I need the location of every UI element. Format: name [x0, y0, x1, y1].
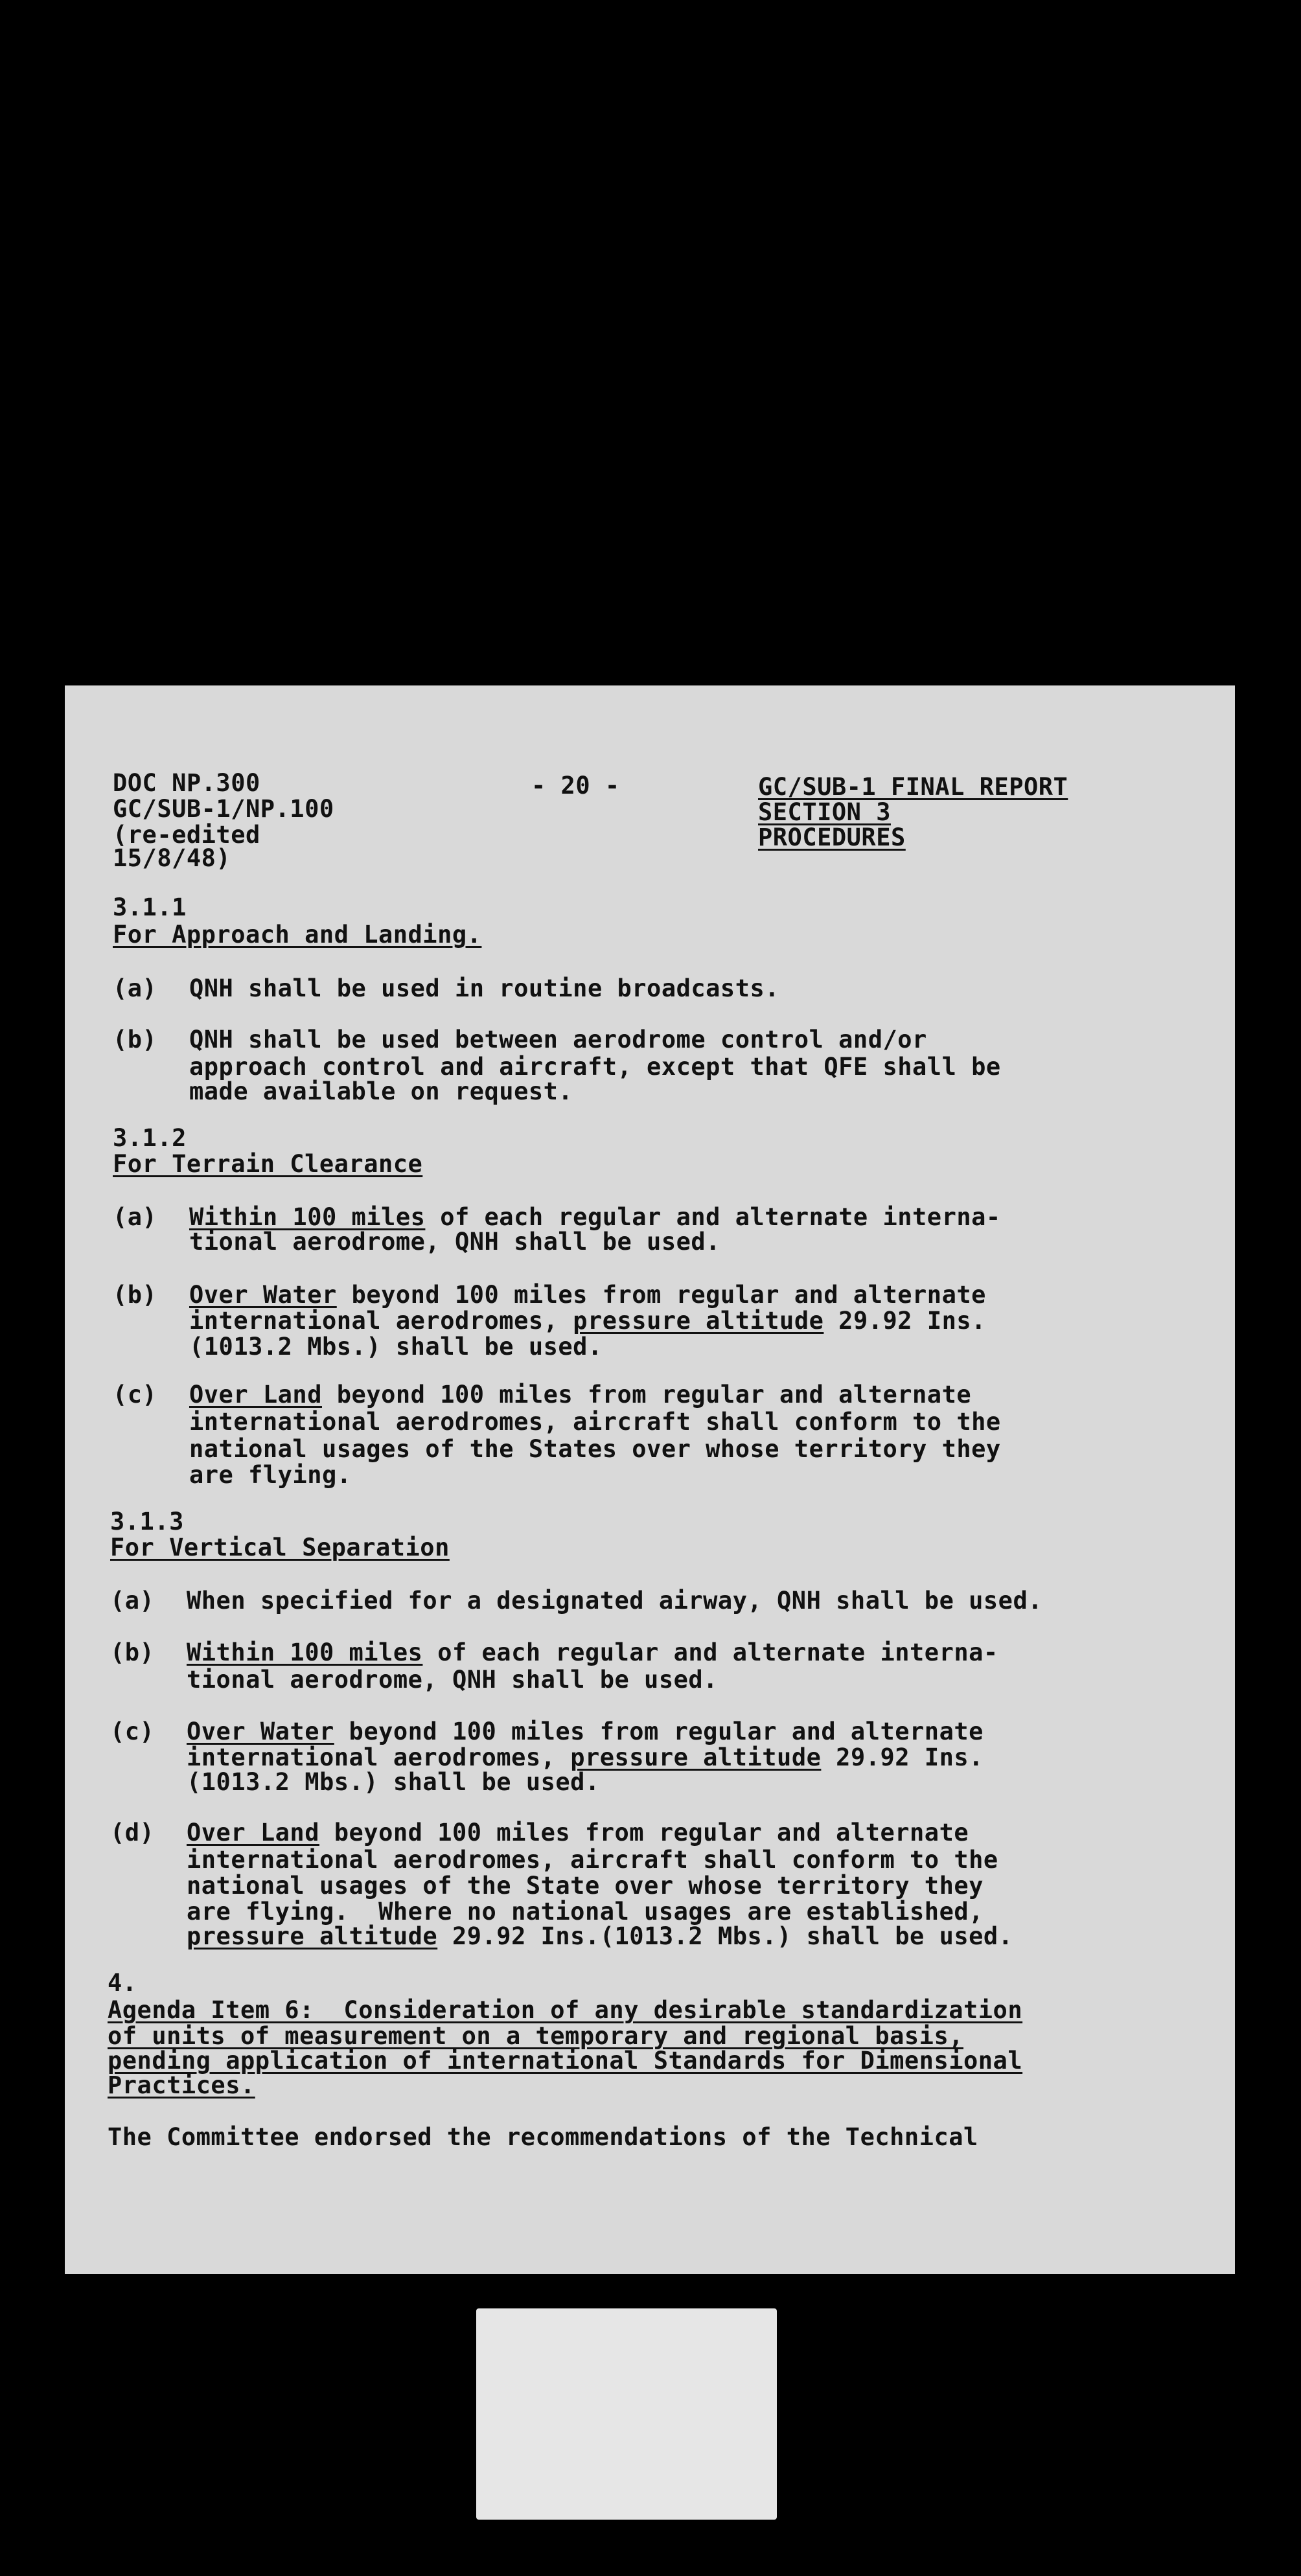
item-label: (a) — [113, 974, 157, 1002]
agenda-item-heading: pending application of international Standards for Dimensional — [108, 2047, 1023, 2075]
text-line: national usages of the States over whose territory they — [189, 1435, 1001, 1463]
text-line: international aerodromes, aircraft shall conform to the — [189, 1408, 1001, 1436]
paper-slip — [476, 2308, 777, 2520]
list-item: (b) Over Water beyond 100 miles from regular and alternate — [113, 1281, 986, 1309]
text-line: international aerodromes, pressure altitude 29.92 Ins. — [187, 1743, 984, 1771]
agenda-item-heading: of units of measurement on a temporary and regional basis, — [108, 2022, 964, 2050]
agenda-item-heading: Agenda Item 6: Consideration of any desirable standardization — [108, 1996, 1023, 2024]
text-line: are flying. — [189, 1461, 352, 1489]
doc-ref-line-4: 15/8/48) — [113, 844, 231, 872]
list-item: (c) Over Land beyond 100 miles from regular and alternate — [113, 1381, 972, 1409]
item-label: (c) — [110, 1718, 155, 1745]
section-heading: For Vertical Separation — [110, 1534, 450, 1561]
text-line: (1013.2 Mbs.) shall be used. — [187, 1768, 600, 1796]
list-item: (a) Within 100 miles of each regular and alternate interna- — [113, 1203, 1001, 1231]
procedures-label: PROCEDURES — [758, 823, 906, 851]
item-label: (b) — [113, 1281, 157, 1309]
section-heading: For Terrain Clearance — [113, 1150, 423, 1178]
doc-ref-line-1: DOC NP.300 — [113, 769, 260, 797]
text-line: are flying. Where no national usages are established, — [187, 1898, 984, 1926]
section-number: 3.1.3 — [110, 1508, 184, 1535]
text-line: pressure altitude 29.92 Ins.(1013.2 Mbs.) shall be used. — [187, 1922, 1013, 1950]
item-label: (b) — [113, 1026, 157, 1053]
page-number: - 20 - — [531, 772, 620, 799]
agenda-item-heading: Practices. — [108, 2071, 255, 2099]
list-item: (c) Over Water beyond 100 miles from regular and alternate — [110, 1718, 984, 1745]
text-line: tional aerodrome, QNH shall be used. — [187, 1666, 718, 1694]
list-item: (a) When specified for a designated airway, QNH shall be used. — [110, 1587, 1043, 1615]
text-line: (1013.2 Mbs.) shall be used. — [189, 1333, 603, 1361]
item-label: (a) — [110, 1587, 155, 1615]
list-item: (b) Within 100 miles of each regular and alternate interna- — [110, 1639, 998, 1666]
report-title: GC/SUB-1 FINAL REPORT — [758, 773, 1068, 801]
text-line: international aerodromes, pressure altitude 29.92 Ins. — [189, 1307, 986, 1335]
text-line: approach control and aircraft, except that QFE shall be — [189, 1053, 1001, 1081]
section-number: 3.1.1 — [113, 893, 187, 921]
section-number: 3.1.2 — [113, 1124, 187, 1152]
item-label: (d) — [110, 1819, 155, 1846]
text-line: tional aerodrome, QNH shall be used. — [189, 1228, 720, 1256]
item-label: (a) — [113, 1203, 157, 1231]
item-label: (b) — [110, 1639, 155, 1666]
text-line: made available on request. — [189, 1077, 573, 1105]
text-line: international aerodromes, aircraft shall conform to the — [187, 1846, 998, 1874]
doc-ref-line-2: GC/SUB-1/NP.100 — [113, 795, 334, 823]
list-item: (a) QNH shall be used in routine broadcasts. — [113, 974, 780, 1002]
section-heading: For Approach and Landing. — [113, 921, 482, 949]
doc-ref-line-3: (re-edited — [113, 821, 260, 849]
section-label: SECTION 3 — [758, 798, 891, 826]
list-item: (d) Over Land beyond 100 miles from regular and alternate — [110, 1819, 969, 1846]
list-item: (b) QNH shall be used between aerodrome control and/or — [113, 1026, 927, 1053]
text-line: national usages of the State over whose territory they — [187, 1872, 984, 1900]
paragraph: The Committee endorsed the recommendations of the Technical — [108, 2123, 978, 2151]
section-number: 4. — [108, 1969, 137, 1997]
item-label: (c) — [113, 1381, 157, 1409]
